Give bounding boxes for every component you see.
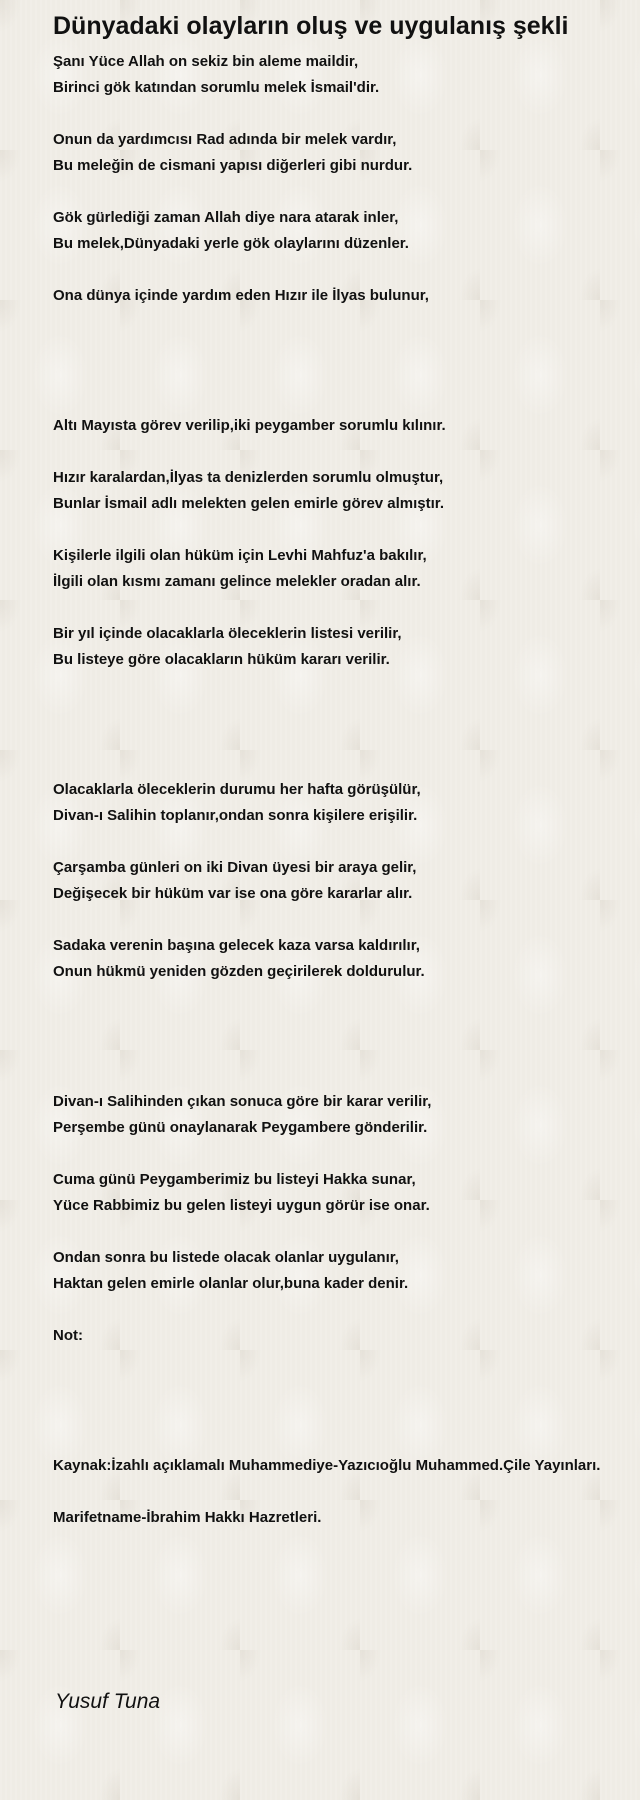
poem-line: Ona dünya içinde yardım eden Hızır ile İlyas bulunur, xyxy=(53,287,429,304)
poem-line: Şanı Yüce Allah on sekiz bin aleme maildir, xyxy=(53,53,359,70)
author-name: Yusuf Tuna xyxy=(55,1690,161,1713)
poem-line: Çarşamba günleri on iki Divan üyesi bir araya gelir, xyxy=(53,859,417,876)
poem-line: Ondan sonra bu listede olacak olanlar uygulanır, xyxy=(53,1249,399,1266)
poem-line: Gök gürlediği zaman Allah diye nara atarak inler, xyxy=(53,209,399,226)
poem-line: Bu melek,Dünyadaki yerle gök olaylarını düzenler. xyxy=(53,235,409,252)
note-label: Not: xyxy=(53,1327,83,1344)
poem-line: Cuma günü Peygamberimiz bu listeyi Hakka sunar, xyxy=(53,1171,416,1188)
poem-line: Divan-ı Salihin toplanır,ondan sonra kişilere erişilir. xyxy=(53,807,418,824)
poem-line: Birinci gök katından sorumlu melek İsmail'dir. xyxy=(53,79,380,96)
poem-title: Dünyadaki olayların oluş ve uygulanış şekli xyxy=(53,12,569,40)
poem-line: Haktan gelen emirle olanlar olur,buna kader denir. xyxy=(53,1275,409,1292)
poem-body xyxy=(53,49,633,1687)
poem-line: Divan-ı Salihinden çıkan sonuca göre bir karar verilir, xyxy=(53,1093,432,1110)
poem-line: Altı Mayısta görev verilip,iki peygamber sorumlu kılınır. xyxy=(53,417,446,434)
poem-line: İlgili olan kısmı zamanı gelince melekler oradan alır. xyxy=(53,573,421,590)
poem-line: Bir yıl içinde olacaklarla öleceklerin listesi verilir, xyxy=(53,625,402,642)
poem-line: Perşembe günü onaylanarak Peygambere gönderilir. xyxy=(53,1119,428,1136)
poem-page xyxy=(53,10,633,1717)
poem-line: Bunlar İsmail adlı melekten gelen emirle görev almıştır. xyxy=(53,495,444,512)
poem-line: Sadaka verenin başına gelecek kaza varsa kaldırılır, xyxy=(53,937,420,954)
source-line: Kaynak:İzahlı açıklamalı Muhammediye-Yazıcıoğlu Muhammed.Çile Yayınları. xyxy=(53,1457,601,1474)
poem-line: Olacaklarla öleceklerin durumu her hafta görüşülür, xyxy=(53,781,421,798)
poem-line: Yüce Rabbimiz bu gelen listeyi uygun görür ise onar. xyxy=(53,1197,430,1214)
poem-line: Bu meleğin de cismani yapısı diğerleri gibi nurdur. xyxy=(53,157,413,174)
poem-line: Bu listeye göre olacakların hüküm kararı verilir. xyxy=(53,651,390,668)
poem-line: Değişecek bir hüküm var ise ona göre kararlar alır. xyxy=(53,885,413,902)
poem-line: Hızır karalardan,İlyas ta denizlerden sorumlu olmuştur, xyxy=(53,469,444,486)
poem-line: Kişilerle ilgili olan hüküm için Levhi Mahfuz'a bakılır, xyxy=(53,547,427,564)
source-line-2: Marifetname-İbrahim Hakkı Hazretleri. xyxy=(53,1509,322,1526)
poem-line: Onun hükmü yeniden gözden geçirilerek doldurulur. xyxy=(53,963,425,980)
poem-line: Onun da yardımcısı Rad adında bir melek vardır, xyxy=(53,131,397,148)
